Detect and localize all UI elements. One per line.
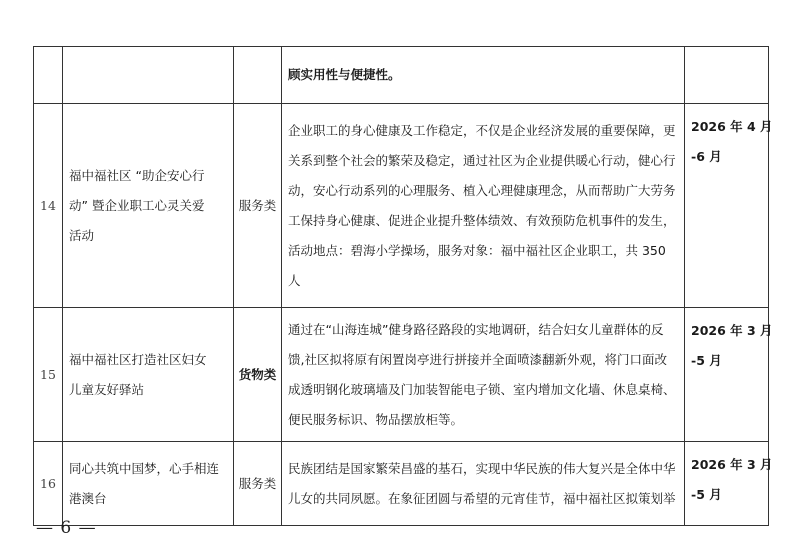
row-number: 14 (34, 104, 63, 308)
description-line: 企业职工的身心健康及工作稳定，不仅是企业经济发展的重要保障，更 (288, 122, 676, 138)
page-number: — 6 — (36, 518, 97, 538)
name-line: 福中福社区打造社区妇女 (69, 351, 207, 367)
project-description (282, 442, 685, 526)
project-name (63, 104, 234, 308)
description-line: 便民服务标识、物品摆放柜等。 (288, 411, 464, 427)
name-line: 同心共筑中国梦，心手相连 (69, 460, 220, 476)
date-line: -5 月 (691, 487, 722, 502)
description-line: 儿女的共同夙愿。在象征团圆与希望的元宵佳节，福中福社区拟策划举 (288, 490, 676, 506)
row-number (34, 47, 63, 104)
name-line: 港澳台 (69, 490, 107, 506)
description-line: 通过在“山海连城”健身路径路段的实地调研，结合妇女儿童群体的反 (288, 321, 664, 337)
description-line: 关系到整个社会的繁荣及稳定，通过社区为企业提供暖心行动，健心行 (288, 152, 676, 168)
description-line: 成透明钢化玻璃墙及门加装智能电子锁、室内增加文化墙、休息桌椅、 (288, 381, 676, 397)
project-description (282, 104, 685, 308)
description-line: 动，安心行动系列的心理服务、植入心理健康理念，从而帮助广大劳务 (288, 182, 676, 198)
project-name (63, 442, 234, 526)
name-line: 儿童友好驿站 (69, 381, 145, 397)
table-row (34, 47, 769, 104)
description-line: 活动地点：碧海小学操场，服务对象：福中福社区企业职工，共 350 (288, 242, 666, 258)
row-number: 16 (34, 442, 63, 526)
description-line: 民族团结是国家繁荣昌盛的基石，实现中华民族的伟大复兴是全体中华 (288, 460, 676, 476)
name-line: 动” 暨企业职工心灵关爱 (69, 197, 205, 213)
project-description (282, 308, 685, 442)
project-type: 服务类 (234, 442, 282, 526)
description-line: 工保持身心健康、促进企业提升整体绩效、有效预防危机事件的发生， (288, 212, 676, 228)
project-table (33, 46, 773, 526)
description-line: 顾实用性与便捷性。 (288, 67, 401, 82)
table-row (34, 442, 769, 526)
table-row (34, 104, 769, 308)
date-line: 2026 年 3 月 (691, 457, 773, 472)
project-date (685, 442, 773, 526)
project-name (63, 47, 234, 104)
date-line: 2026 年 3 月 (691, 323, 773, 338)
table-row (34, 308, 769, 442)
project-date (685, 308, 773, 442)
row-number: 15 (34, 308, 63, 442)
project-description (282, 47, 685, 104)
name-line: 福中福社区 “助企安心行 (69, 167, 205, 183)
name-line: 活动 (69, 227, 95, 243)
project-type: 货物类 (234, 308, 282, 442)
date-line: -5 月 (691, 353, 722, 368)
project-name (63, 308, 234, 442)
project-type: 服务类 (234, 104, 282, 308)
project-date (685, 47, 769, 104)
date-line: -6 月 (691, 149, 722, 164)
description-line: 人 (288, 272, 301, 288)
date-line: 2026 年 4 月 (691, 119, 773, 134)
description-line: 馈,社区拟将原有闲置岗亭进行拼接并全面喷漆翻新外观，将门口面改 (288, 351, 667, 367)
project-date (685, 104, 773, 308)
project-type (234, 47, 282, 104)
